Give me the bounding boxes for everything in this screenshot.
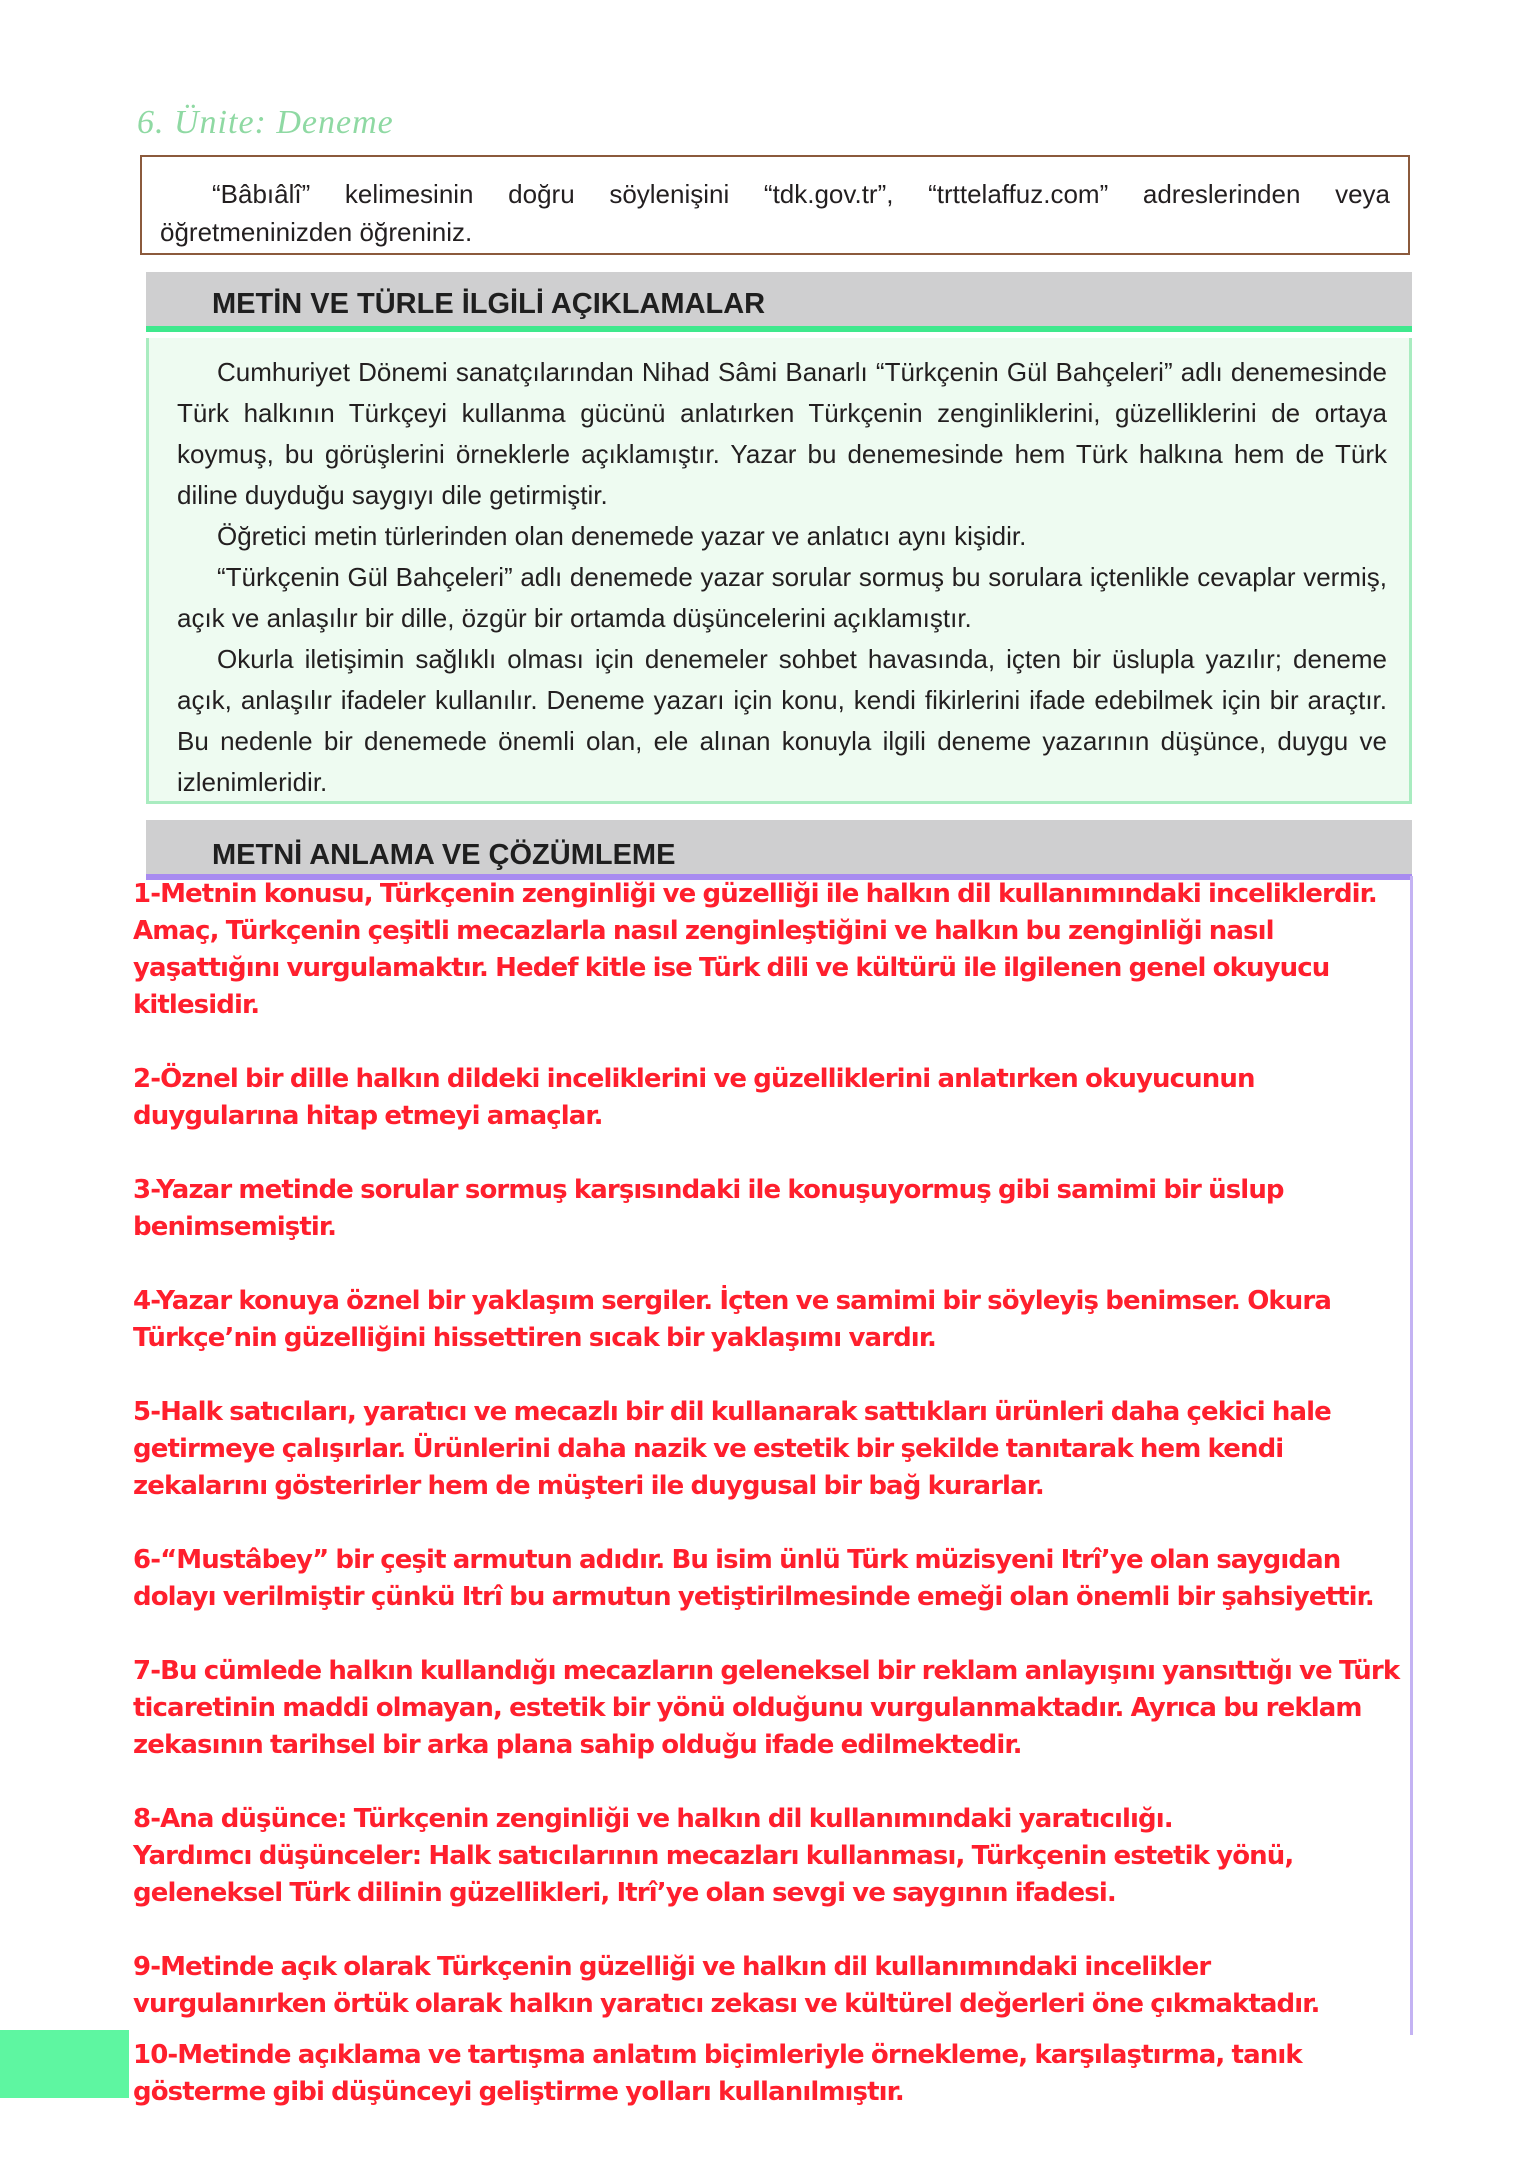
answer-2: 2-Öznel bir dille halkın dildeki inceliklerini ve güzelliklerini anlatırken okuyucunun duygularına hitap etmeyi amaçlar. [133,1064,1255,1131]
answer-4: 4-Yazar konuya öznel bir yaklaşım sergiler. İçten ve samimi bir söyleyiş benimser. Okura Türkçe’nin güzelliğini hissettiren sıcak bir yaklaşımı vardır. [133,1286,1331,1353]
answer-5: 5-Halk satıcıları, yaratıcı ve mecazlı bir dil kullanarak sattıkları ürünleri daha çekici hale getirmeye çalışırlar. Ürünlerini daha nazik ve estetik bir şekilde tanıtarak hem kendi zekalarını gösterirler hem de müşteri ile duygusal bir bağ kurarlar. [133,1397,1331,1501]
explanation-paragraph: Okurla iletişimin sağlıklı olması için denemeler sohbet havasında, içten bir üslupla yazılır; deneme açık, anlaşılır ifadeler kullanılır. Deneme yazarı için konu, kendi fikirlerini ifade edebilmek için bir araçtır. Bu nedenle bir denemede önemli olan, ele alınan konuyla ilgili deneme yazarının düşünce, duygu ve izlenimleridir. [177,644,1387,797]
page-corner-tab [0,2030,129,2098]
explanation-paragraph: “Türkçenin Gül Bahçeleri” adlı denemede yazar sorular sormuş bu sorulara içtenlikle cevaplar vermiş, açık ve anlaşılır bir dille, özgür bir ortamda düşüncelerini açıklamıştır. [177,562,1387,633]
section-title-comprehension: METNİ ANLAMA VE ÇÖZÜMLEME [146,820,1412,880]
answer-7: 7-Bu cümlede halkın kullandığı mecazların geleneksel bir reklam anlayışını yansıttığı ve Türk ticaretinin maddi olmayan, estetik bir yönü olduğunu vurgulanmaktadır. Ayrıca bu reklam zekasının tarihsel bir arka plana sahip olduğu ifade edilmektedir. [133,1656,1400,1760]
answers-list [133,876,1410,2023]
explanation-paragraph: Öğretici metin türlerinden olan denemede yazar ve anlatıcı aynı kişidir. [217,521,1027,551]
answer-10: 10-Metinde açıklama ve tartışma anlatım biçimleriyle örnekleme, karşılaştırma, tanık gösterme gibi düşünceyi geliştirme yolları kullanılmıştır. [133,2040,1302,2107]
unit-header: 6. Ünite: Deneme [137,104,394,141]
answers-panel [133,876,1413,2035]
pronunciation-note-box: “Bâbıâlî” kelimesinin doğru söylenişini “tdk.gov.tr”, “trttelaffuz.com” adreslerinden veya öğretmeninizden öğreniniz. [140,155,1410,255]
text-explanations-box [146,338,1412,804]
answer-6: 6-“Mustâbey” bir çeşit armutun adıdır. Bu isim ünlü Türk müzisyeni Itrî’ye olan saygıdan dolayı verilmiştir çünkü Itrî bu armutun yetiştirilmesinde emeği olan önemli bir şahsiyettir. [133,1545,1374,1612]
answer-9: 9-Metinde açık olarak Türkçenin güzelliği ve halkın dil kullanımındaki incelikler vurgulanırken örtük olarak halkın yaratıcı zekası ve kültürel değerleri öne çıkmaktadır. [133,1952,1320,2019]
answer-1: 1-Metnin konusu, Türkçenin zenginliği ve güzelliği ile halkın dil kullanımındaki inceliklerdir. Amaç, Türkçenin çeşitli mecazlarla nasıl zenginleştiğini ve halkın bu zenginliği nasıl yaşattığını vurgulamaktır. Hedef kitle ise Türk dili ve kültürü ile ilgilenen genel okuyucu kitlesidir. [133,879,1377,1020]
answer-8-supporting-ideas: Yardımcı düşünceler: Halk satıcılarının mecazları kullanması, Türkçenin estetik yönü, geleneksel Türk dilinin güzellikleri, Itrî’ye olan sevgi ve saygının ifadesi. [133,1841,1294,1908]
explanation-paragraph: Cumhuriyet Dönemi sanatçılarından Nihad Sâmi Banarlı “Türkçenin Gül Bahçeleri” adlı denemesinde Türk halkının Türkçeyi kullanma gücünü anlatırken Türkçenin zenginliklerini, güzelliklerini de ortaya koymuş, bu görüşlerini örneklerle açıklamıştır. Yazar bu denemesinde hem Türk halkına hem de Türk diline duyduğu saygıyı dile getirmiştir. [177,357,1387,510]
answer-8-main-idea: 8-Ana düşünce: Türkçenin zenginliği ve halkın dil kullanımındaki yaratıcılığı. [133,1804,1173,1834]
section-title-text-explanations: METİN VE TÜRLE İLGİLİ AÇIKLAMALAR [146,272,1412,332]
answer-3: 3-Yazar metinde sorular sormuş karşısındaki ile konuşuyormuş gibi samimi bir üslup benimsemiştir. [133,1175,1284,1242]
